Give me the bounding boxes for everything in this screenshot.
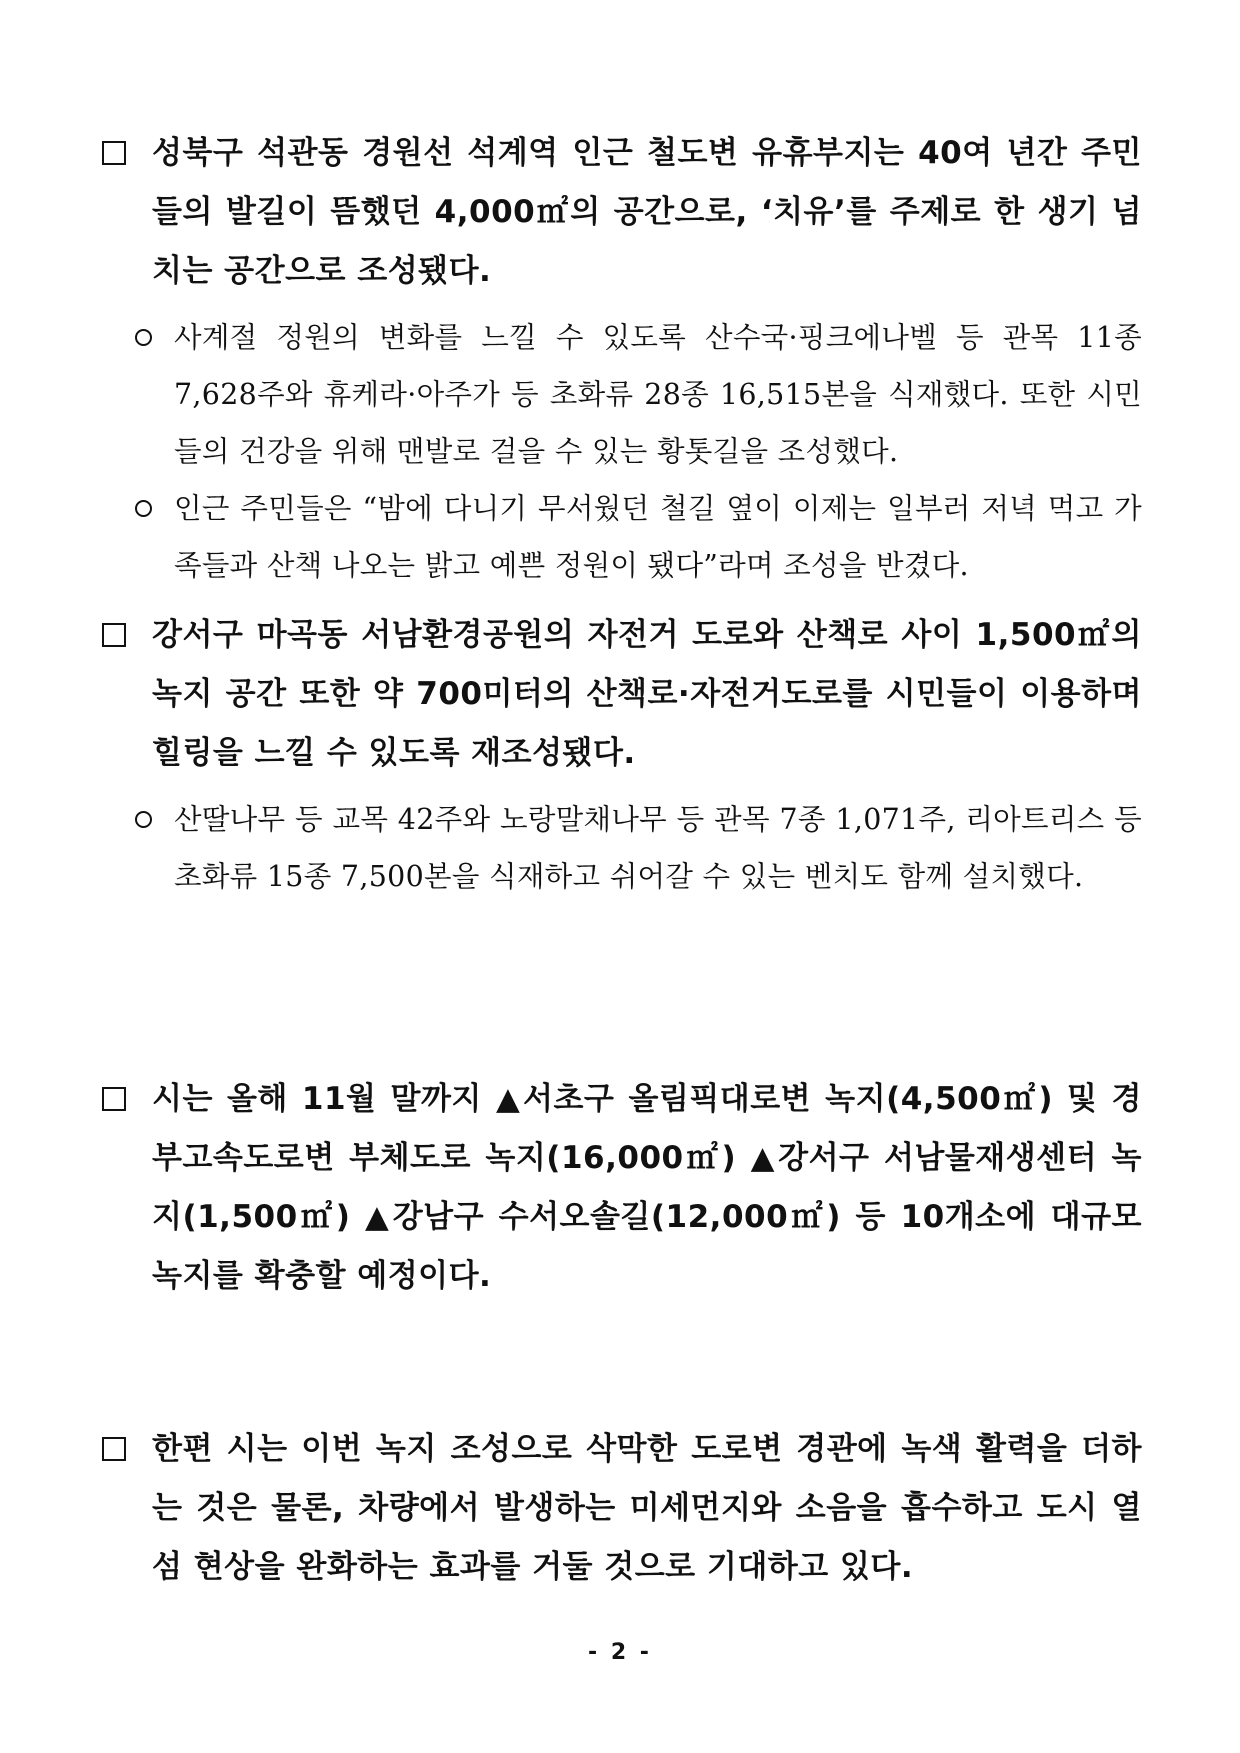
section-2	[102, 606, 1142, 905]
circle-bullet-icon	[135, 500, 152, 517]
checkbox-bullet-icon	[102, 141, 126, 165]
sub-text: 산딸나무 등 교목 42주와 노랑말채나무 등 관목 7종 1,071주, 리아트리스 등 초화류 15종 7,500본을 식재하고 쉬어갈 수 있는 벤치도 함께 설치했다.	[174, 803, 1142, 893]
main-text: 시는 올해 11월 말까지 ▲서초구 올림픽대로변 녹지(4,500㎡) 및 경부고속도로변 부체도로 녹지(16,000㎡) ▲강서구 서남물재생센터 녹지(1,500㎡) ▲강남구 수서오솔길(12,000㎡) 등 10개소에 대규모 녹지를 확충할 예정이다.	[152, 1081, 1142, 1294]
section-3	[102, 1070, 1142, 1306]
main-paragraph	[102, 124, 1142, 301]
main-text: 강서구 마곡동 서남환경공원의 자전거 도로와 산책로 사이 1,500㎡의 녹지 공간 또한 약 700미터의 산책로·자전거도로를 시민들이 이용하며 힐링을 느낄 수 있도록 재조성됐다.	[152, 617, 1142, 771]
checkbox-bullet-icon	[102, 1087, 126, 1111]
checkbox-bullet-icon	[102, 1437, 126, 1461]
section-1	[102, 124, 1142, 594]
sub-paragraph	[132, 309, 1142, 480]
checkbox-bullet-icon	[102, 623, 126, 647]
circle-bullet-icon	[135, 329, 152, 346]
circle-bullet-icon	[135, 811, 152, 828]
main-text: 한편 시는 이번 녹지 조성으로 삭막한 도로변 경관에 녹색 활력을 더하는 것은 물론, 차량에서 발생하는 미세먼지와 소음을 흡수하고 도시 열섬 현상을 완화하는 효과를 거둘 것으로 기대하고 있다.	[152, 1431, 1142, 1585]
main-paragraph	[102, 1070, 1142, 1306]
main-paragraph	[102, 1420, 1142, 1597]
main-paragraph	[102, 606, 1142, 783]
page-number: - 2 -	[588, 1640, 652, 1665]
sub-text: 인근 주민들은 “밤에 다니기 무서웠던 철길 옆이 이제는 일부러 저녁 먹고 가족들과 산책 나오는 밝고 예쁜 정원이 됐다”라며 조성을 반겼다.	[174, 492, 1142, 582]
sub-paragraph	[132, 791, 1142, 905]
section-4	[102, 1420, 1142, 1597]
sub-text: 사계절 정원의 변화를 느낄 수 있도록 산수국·핑크에나벨 등 관목 11종 7,628주와 휴케라·아주가 등 초화류 28종 16,515본을 식재했다. 또한 시민들의 건강을 위해 맨발로 걸을 수 있는 황톳길을 조성했다.	[174, 321, 1142, 468]
main-text: 성북구 석관동 경원선 석계역 인근 철도변 유휴부지는 40여 년간 주민들의 발길이 뜸했던 4,000㎡의 공간으로, ‘치유’를 주제로 한 생기 넘치는 공간으로 조성됐다.	[152, 135, 1142, 289]
sub-paragraph	[132, 480, 1142, 594]
